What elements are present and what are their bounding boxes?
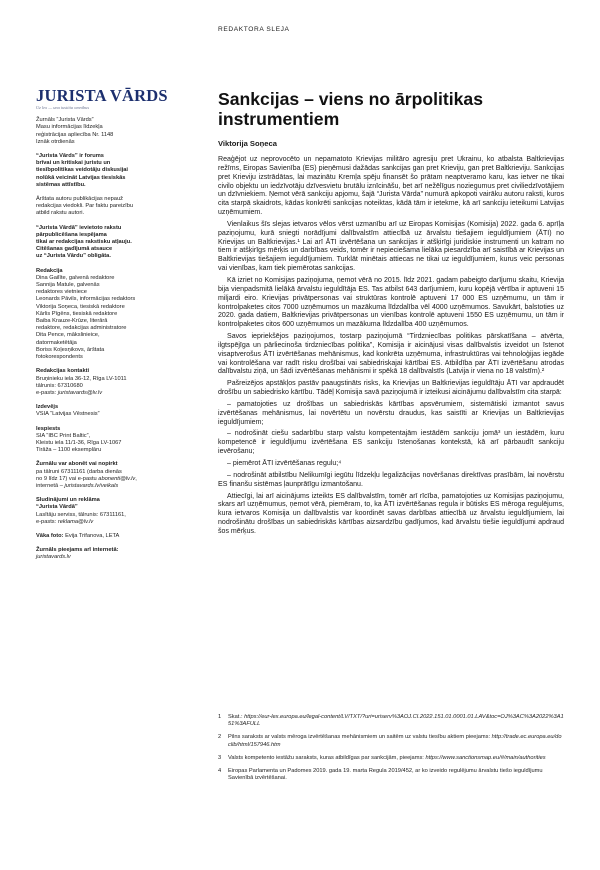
contacts-email-line [36,390,168,397]
footnote [218,714,564,728]
printer-line: SIA “IBC Print Baltic”, [36,432,91,439]
online-link[interactable]: juristavards.lv [36,554,71,561]
footnote-body: Skat.: [228,714,245,720]
list-item: – piemērot ĀTI izvērtēšanas regulu;⁴ [227,460,342,467]
ads-text: e-pasts: [36,518,58,525]
subscription-text: , [135,475,137,482]
journal-logo: JURISTA VĀRDS [36,86,168,105]
contacts-line: tālrunis: 67310680 [36,382,83,389]
footnote-text [228,768,564,782]
email-label: e-pasts: [36,389,58,396]
staff-line: Viktorija Soņeca, tiesiskā redaktore [36,303,125,310]
staff-line: Dita Pence, mākslinieice, [36,332,100,339]
reprint-line: tikai ar redakcijas rakstisku atļauju. [36,239,132,246]
contacts-title: Redakcijas kontakti [36,368,90,375]
footnote [218,734,564,748]
contacts-line: Bruņinieku iela 36-12, Rīga LV-1011 [36,375,127,382]
article-paragraph: Vienlaikus šīs slejas ietvaros vēlos vērst uzmanību arī uz Eiropas Komisijas (Komisija) 2022. gada 6. aprīļa paziņojumu, kurā sniegti norādījumi dalībvalstīm attiecībā uz ārvalstu tiešajiem ieguldījumiem (ĀTI) no Krievijas un Baltkrievijas.¹ Lai arī ĀTI izvērtēšana un sankcijas ir atšķirīgi juridiskie instrumenti un katram no tiem ir atšķirīgs mērķis un darbības veids, tomēr ir nepieciešama lielāka piesardzība arī saistībā ar Krievijas un Baltkrievijas tiešajiem ieguldījumiem. Turklāt minētais attiecas ne tikai uz ieguldījumiem, kurus veic personas vai vienības, kam tiek piemērotas sankcijas. [218,220,564,273]
article-paragraph: Savos iepriekšējos paziņojumos, tostarp paziņojumā “Tirdzniecības politikas pārskatīšana – atvērta, ilgtspējīga un pārliecinoša tirdzniecības politika”, Komisija ir aicinājusi visas dalībvalstis izveidot un īstenot visaptverošus ĀTI izvērtēšanas mehānismus, kad konkrēta uzņēmuma, infrastruktūras vai tehnoloģijas iegāde vai kontrolēšana var radīt risku drošībai vai sabiedriskajai kārtībai ES. Atbildība par ĀTI izvērtēšanu atrodas dalībvalstu ziņā, un šādi izvērtēšanas mehānismi ir spēkā 18 dalībvalstīs (Latvija ir viena no 18 valstīm).² [218,333,564,376]
article-body [218,156,564,537]
authors-opinion-note [36,196,168,218]
reprint-line: pārpublicēšana iespējama [36,231,107,238]
cover-photo-label: Vāka foto: [36,532,64,539]
cover-photo-value: Evija Trifanova, LETA [63,532,120,539]
imprint-block [36,117,168,146]
article-paragraph: Pašreizējos apstākļos pastāv paaugstināts risks, ka Krievijas un Baltkrievijas ieguldītāju ĀTI var apdraudēt drošību un sabiedrisko kārtību. Tādēļ Komisija savā paziņojumā ir izteikusi aicinājumu dalībvalstīm cita starpā: [218,380,564,397]
staff-line: Baiba Krauze-Krūze, literārā [36,318,108,325]
footnote-number: 1 [218,714,222,720]
list-item: – nodrošināt ciešu sadarbību starp valstu kompetentajām iestādēm sankciju jomā³ un iestādēm, kuru kompetencē ir ieguldījumu izvērtēšana ES sankciju īstenošanas kontekstā, kā arī pārbaudīt sankciju ievērošanu; [218,430,564,456]
subscription-text: no 9 līdz 17) vai e-pastu [36,475,99,482]
staff-line: fotokorespondents [36,354,83,361]
list-item: – pamatojoties uz drošības un sabiedriskās kārtības apsvērumiem, sistemātiski izmantot savus izvērtēšanas mehānismus, lai novērtētu un novērstu draudus, kas saistīti ar Krievijas un Baltkrievijas ieguldījumiem; [218,400,564,426]
staff-line: Kārlis Pīgēns, tiesiskā redaktore [36,310,118,317]
imprint-line: reģistrācijas apliecība Nr. 1148 [36,131,114,138]
publisher-line: VSIA “Latvijas Vēstnesis” [36,411,100,418]
reprint-line: “Jurista Vārdā” ievietoto rakstu [36,224,122,231]
forum-line: sistēmas attīstību. [36,181,86,188]
masthead-sidebar [36,88,168,569]
subscription-title: Žurnālu var abonēt vai nopirkt [36,461,118,468]
headline-line: Sankcijas – viens no ārpolitikas [218,89,484,109]
article-paragraph: Kā izriet no Komisijas paziņojuma, ņemot vērā no 2015. līdz 2021. gadam pabeigto darījumu skaitu, Krievija bija vienpadsmitā lielākā ārvalstu ieguldītāja ES. Tas atbilst 643 darījumiem, kuru kopējā vērtība ir aptuveni 15 miljardi eiro. Krievijas privātpersonas vai struktūras kontrolē aptuveni 17 000 ES uzņēmumu, un tām ir kontrolpaketes citos 7000 uzņēmumos un mazākuma līdzdalība vēl 4000 uzņēmumos. Savukārt, balstoties uz 2020. gada datiem, Baltkrievijas privātpersonas un vienības kontrolē aptuveni 1550 ES uzņēmumu, un tām ir kontrolpaketes citos 600 uzņēmumos un mazākuma līdzdalība 400 uzņēmumos. [218,276,564,329]
editorial-title: Redakcija [36,267,63,274]
reprint-line: uz “Jurista Vārdu” obligāta. [36,253,111,260]
staff-line: Dina Gailīte, galvenā redaktore [36,274,115,281]
shop-link[interactable]: juristavards.lv/veikals [64,482,119,489]
printer-block [36,426,168,455]
editorial-contacts [36,368,168,397]
footnote-link[interactable]: https://eur-lex.europa.eu/legal-content/LV/TXT/?uri=uriserv%3AOJ.CI.2022.151.01.0001.01.LAV&toc=OJ%3AC%3A2022%3A151%3AFULL [228,714,564,728]
reprint-notice [36,225,168,261]
ads-line: Lasītāju serviss, tālrunis: 67311161, [36,511,126,518]
forum-line: nolūkā veicināt Latvijas tiesiskās [36,174,126,181]
list-item: – nodrošināt atbilstību Nelikumīgi iegūtu līdzekļu legalizācijas novēršanas direktīvas prasībām, lai novērstu ES finanšu sistēmas ļaunprātīgu izmantošanu. [218,471,564,488]
ads-title: “Jurista Vārdā” [36,504,78,511]
section-label: REDAKTORA SLEJA [218,26,290,33]
footnote [218,755,564,762]
article-paragraph: Attiecīgi, lai arī aicinājums izteikts ES dalībvalstīm, tomēr arī rīcība, pamatojoties uz Komisijas paziņojumu, skars arī uzņēmumus, ņemot vērā, piemēram, to, ka ĀTI izvērtēšanas regula ir būtisks ES mēroga regulējums, kura ietvaros Komisija un dalībvalstis var koordinēt savas darbības attiecībā uz ārvalstu ieguldījumiem, lai nodrošinātu drošības un sabiedriskās kārtības aizsardzību gadījumos, kad ārvalstu tiešie ieguldījumi apdraud šos mērķus. [218,492,564,535]
footnote-body: Eiropas Parlamenta un Padomes 2019. gada 19. marta Regula 2019/452, ar ko izveido regulējumu ārvalstu tiešo ieguldījumu Savienībā izvērtēšanai. [228,768,543,782]
note-line: Ārštata autoru publikācijas nepauž [36,196,123,203]
reprint-line: Citēšanas gadījumā atsauce [36,246,113,253]
printer-line: Kleistu iela 11/1-36, Rīga LV-1067 [36,439,122,446]
staff-line: Sannija Matule, galvenās [36,282,100,289]
ads-email-link[interactable]: reklama@lv.lv [57,518,94,525]
ads-line [36,519,168,526]
note-line: redakcijas viedokli. Par faktu pareizību [36,203,134,210]
staff-line: datormaketētāja [36,339,77,346]
contacts-email-link[interactable]: juristavards@lv.lv [57,389,103,396]
forum-line: tiesībpolitikas veidotāju diskusijai [36,167,128,174]
online-availability [36,547,168,561]
footnote-body: Valsts kompetento iestāžu saraksts, kuras atbildīgas par sankcijām, pieejams: [228,754,426,761]
advertising-block [36,497,168,526]
forum-statement [36,153,168,189]
staff-line: Leonards Pāvils, informācijas redaktors [36,296,136,303]
editorial-staff [36,268,168,362]
article-paragraph: Reaģējot uz neprovocēto un nepamatoto Krievijas militāro agresiju pret Ukrainu, ko atbalsta Baltkrievijas režīms, Eiropas Savienība (ES) pieņēmusi dažādas sankcijas gan pret Krieviju, gan pret Baltkrieviju. Sankcijas pret Krieviju izstrādātas, lai mazinātu Kremļa spēju finansēt šo prātam neaptveramo karu, kas ietver ne tikai civilo objektu un iedzīvotāju dzīvesvietu brutālu iznīcināšu, bet arī nežēlīgus noziegumus pret civiliedzīvotājiem un dzīvniekiem. Ņemot vērā sankciju apjomu, šajā “Jurista Vārda” numurā apkopoti vairāku autoru raksti, kuros cita starpā skaidrots, kādas konkrēti sankcijas noteiktas, kādā tām ir ietekme, kā arī sankciju ieteikumi Latvijas uzņēmumiem. [218,156,564,217]
publisher-block [36,404,168,418]
subscription-line: pa tālruni 67311161 (darba dienās [36,468,122,475]
subscription-line [36,476,168,483]
cover-photo-credit [36,533,168,540]
ads-title: Sludinājumi un reklāma [36,497,100,504]
headline-line: instrumentiem [218,108,340,129]
article-headline [218,90,564,129]
footnote-number: 4 [218,768,222,775]
forum-line: “Jurista Vārds” ir forums [36,153,104,160]
imprint-line: Iznāk otrdienās [36,138,75,145]
article [218,90,564,540]
printer-title: Iespiests [36,425,61,432]
footnote-link[interactable]: https://www.sanctionsmap.eu/#/main/authorities [425,754,546,761]
footnote-number: 3 [218,754,222,761]
subscription-block [36,461,168,490]
staff-line: redaktore, redakcijas administratore [36,325,127,332]
subscription-line [36,483,168,490]
staff-line: Boriss Koļesņikovs, ārštata [36,346,105,353]
online-title: Žurnāls pieejams arī internetā: [36,547,119,554]
footnote-text [228,734,564,748]
imprint-line: Žurnāls “Jurista Vārds” [36,117,94,124]
imprint-line: Masu informācijas līdzekļa [36,124,103,131]
footnotes [218,714,564,788]
forum-line: brīvai un kritiskai juristu un [36,160,111,167]
note-line: atbild rakstu autori. [36,210,85,217]
subscription-text: internetā – [36,482,65,489]
footnote-text [228,714,564,728]
journal-tagline: Uz lex — una iustitia omnibus [36,105,90,110]
staff-line: redaktores vietniece [36,289,87,296]
printer-line: Tirāža – 1100 eksemplāru [36,447,102,454]
footnote-text [228,755,564,762]
footnote-number: 2 [218,734,222,741]
footnote-link[interactable]: http://trade.ec.europa.eu/doclib/html/157946.htm [228,734,562,748]
publisher-title: Izdevējs [36,404,59,411]
subscription-email-link[interactable]: abonenti@lv.lv [98,475,136,482]
article-author: Viktorija Soņeca [218,139,277,148]
footnote [218,768,564,782]
footnote-body: Pilns saraksts ar valsts mēroga izvērtēšanas mehānismiem un saitēm uz valstu tiesību aktiem pieejams: [228,734,492,741]
